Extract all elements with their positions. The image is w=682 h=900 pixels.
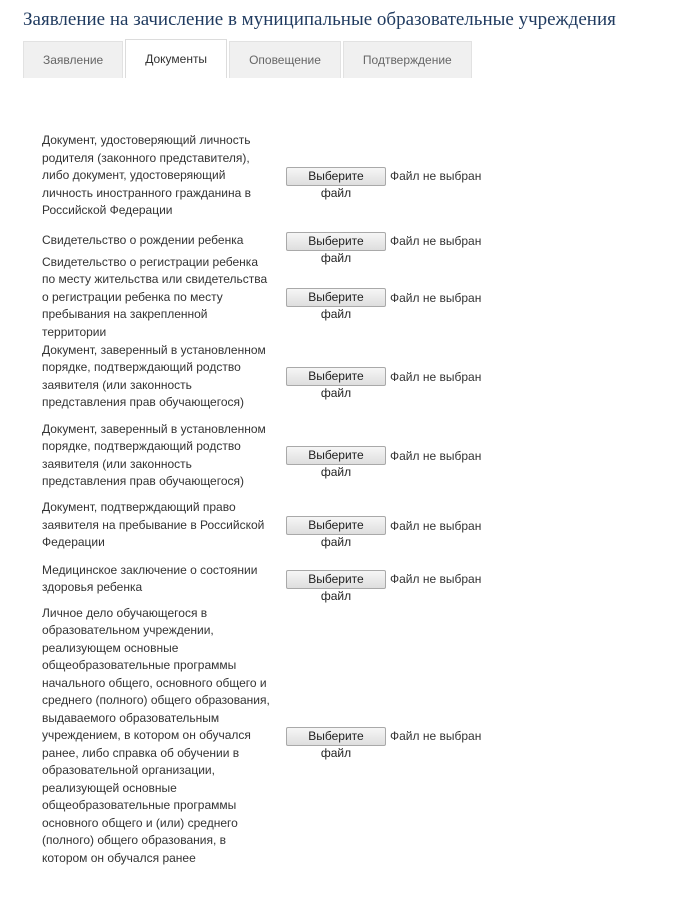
file-status: Файл не выбран: [390, 234, 482, 248]
file-status: Файл не выбран: [390, 169, 482, 183]
file-upload-control: [286, 367, 482, 400]
file-upload-control: [286, 288, 482, 321]
file-upload-control: [286, 727, 482, 760]
file-upload-control: [286, 570, 482, 603]
tab-bar: [23, 40, 474, 78]
document-label: Свидетельство о регистрации ребенка по месту жительства или свидетельства о регистрации ребенка по месту пребывания на закрепленной территории: [42, 254, 268, 339]
document-label: Свидетельство о рождении ребенка: [42, 233, 244, 248]
file-upload-control: [286, 167, 482, 200]
page-title: Заявление на зачисление в муниципальные образовательные учреждения: [23, 9, 616, 30]
choose-file-button[interactable]: Выберите файл: [286, 446, 386, 465]
document-label: Документ, подтверждающий право заявителя на пребывание в Российской Федерации: [42, 500, 265, 550]
file-upload-control: [286, 446, 482, 479]
document-row-kinship-1: [42, 341, 502, 412]
document-row-kinship-2: [42, 420, 502, 491]
choose-file-button[interactable]: Выберите файл: [286, 232, 386, 251]
tab-notification[interactable]: Оповещение: [229, 41, 341, 78]
choose-file-button[interactable]: Выберите файл: [286, 727, 386, 746]
document-label: Медицинское заключение о состоянии здоровья ребенка: [42, 562, 258, 594]
file-upload-control: [286, 232, 482, 265]
choose-file-button[interactable]: Выберите файл: [286, 570, 386, 589]
document-label: Документ, удостоверяющий личность родителя (законного представителя), либо документ, удостоверяющий личность иностранного гражданина в Российской Федерации: [42, 133, 252, 218]
file-status: Файл не выбран: [390, 518, 482, 533]
tab-confirmation[interactable]: Подтверждение: [343, 41, 472, 78]
choose-file-button[interactable]: Выберите файл: [286, 367, 386, 386]
tab-documents[interactable]: Документы: [125, 39, 227, 78]
choose-file-button[interactable]: Выберите файл: [286, 288, 386, 307]
file-status: Файл не выбран: [390, 369, 482, 384]
document-label: Документ, заверенный в установленном порядке, подтверждающий родство заявителя (или законность представления прав обучающегося): [42, 421, 266, 488]
file-status: Файл не выбран: [390, 290, 482, 305]
file-upload-control: [286, 516, 482, 549]
document-row-residence-right: [42, 499, 502, 552]
document-label: Документ, заверенный в установленном порядке, подтверждающий родство заявителя (или законность представления прав обучающегося): [42, 342, 266, 409]
document-row-medical: [42, 561, 502, 603]
choose-file-button[interactable]: Выберите файл: [286, 516, 386, 535]
document-row-personal-file: [42, 605, 502, 867]
choose-file-button[interactable]: Выберите файл: [286, 167, 386, 186]
file-status: Файл не выбран: [390, 572, 482, 586]
tab-application[interactable]: Заявление: [23, 41, 123, 78]
document-label: Личное дело обучающегося в образовательном учреждении, реализующем основные общеобразовательные программы начального общего, основного общего и среднего (полного) общего образования, выдаваемого образовательным учреждением, в котором он обучался ранее, либо справка об обучении в образовательной организации, реализующей основные общеобразовательные программы основного общего и (или) среднего (полного) общего образования, в котором он обучался ранее: [42, 605, 270, 865]
file-status: Файл не выбран: [390, 729, 482, 743]
file-status: Файл не выбран: [390, 448, 482, 463]
document-row-parent-id: [42, 132, 502, 220]
document-row-registration: [42, 254, 502, 339]
document-row-birth-certificate: [42, 232, 502, 265]
